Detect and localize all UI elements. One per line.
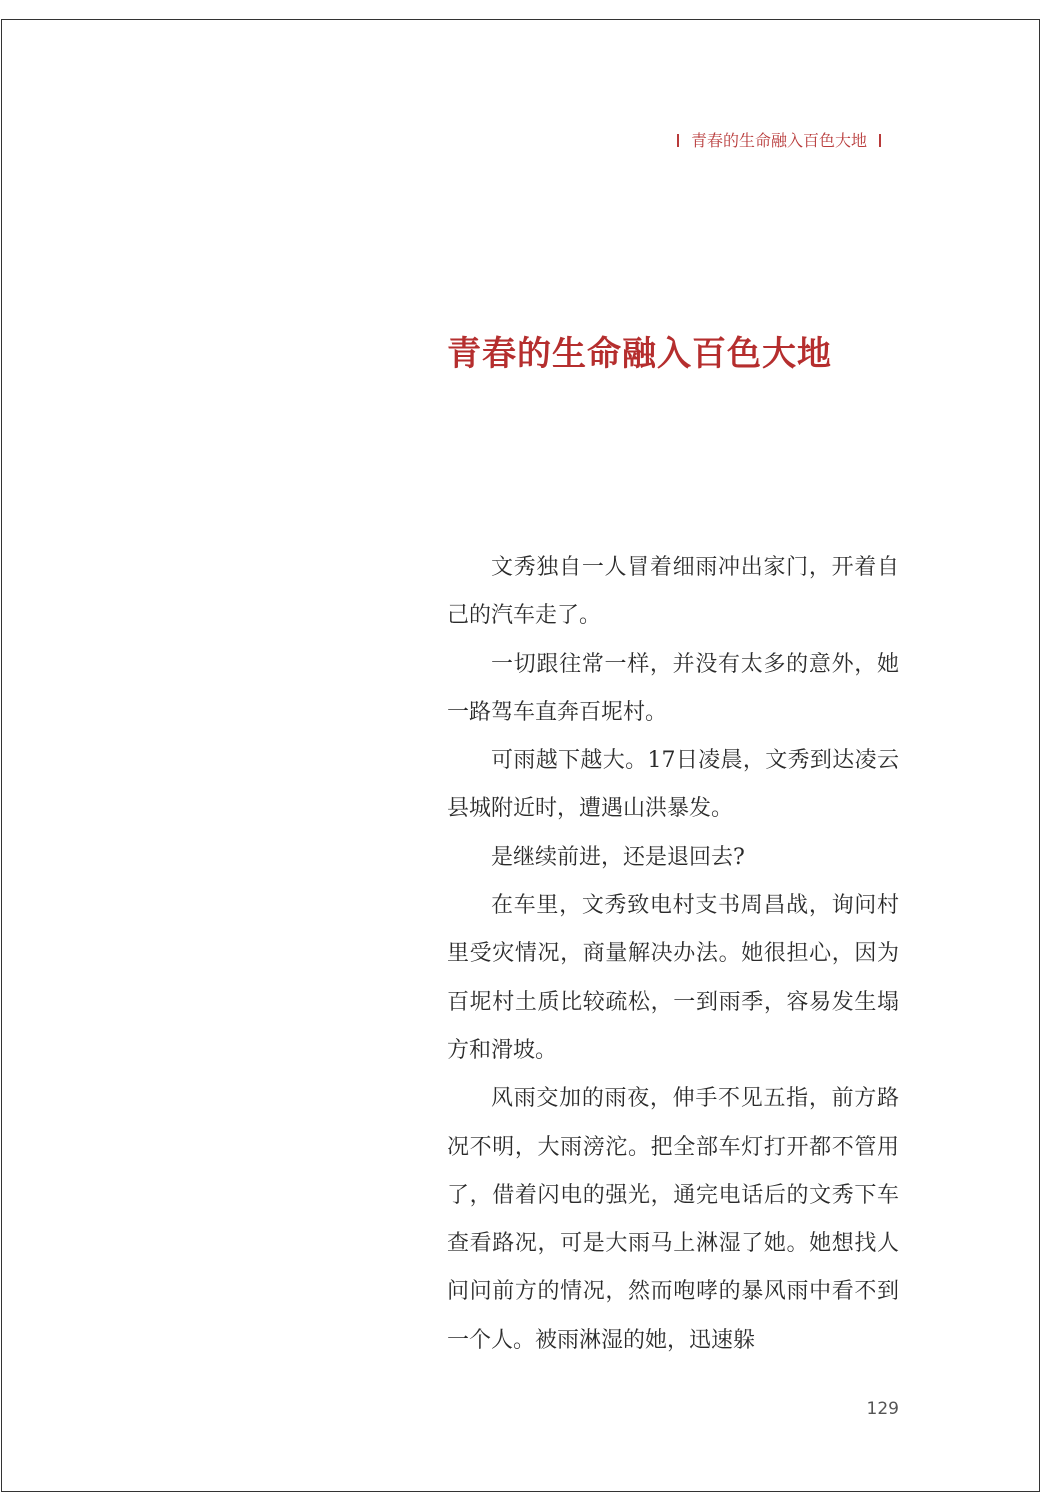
header-right-bar xyxy=(879,134,881,147)
header-left-bar xyxy=(677,134,679,147)
paragraph: 在车里，文秀致电村支书周昌战，询问村里受灾情况，商量解决办法。她很担心，因为百坭村土质比较疏松，一到雨季，容易发生塌方和滑坡。 xyxy=(447,893,899,1063)
running-header-text: 青春的生命融入百色大地 xyxy=(690,131,867,150)
page-number: 129 xyxy=(866,1399,899,1419)
paragraph: 风雨交加的雨夜，伸手不见五指，前方路况不明，大雨滂沱。把全部车灯打开都不管用了，借着闪电的强光，通完电话后的文秀下车查看路况，可是大雨马上淋湿了她。她想找人问问前方的情况，然而咆哮的暴风雨中看不到一个人。被雨淋湿的她，迅速躲 xyxy=(447,1086,899,1353)
body-text xyxy=(447,544,899,1365)
chapter-title: 青春的生命融入百色大地 xyxy=(447,334,832,374)
running-header xyxy=(665,128,893,151)
paragraph: 可雨越下越大。17日凌晨，文秀到达凌云县城附近时，遭遇山洪暴发。 xyxy=(447,748,899,822)
paragraph: 一切跟往常一样，并没有太多的意外，她一路驾车直奔百坭村。 xyxy=(447,651,899,725)
paragraph: 是继续前进，还是退回去? xyxy=(491,844,745,870)
paragraph: 文秀独自一人冒着细雨冲出家门，开着自己的汽车走了。 xyxy=(447,555,899,629)
